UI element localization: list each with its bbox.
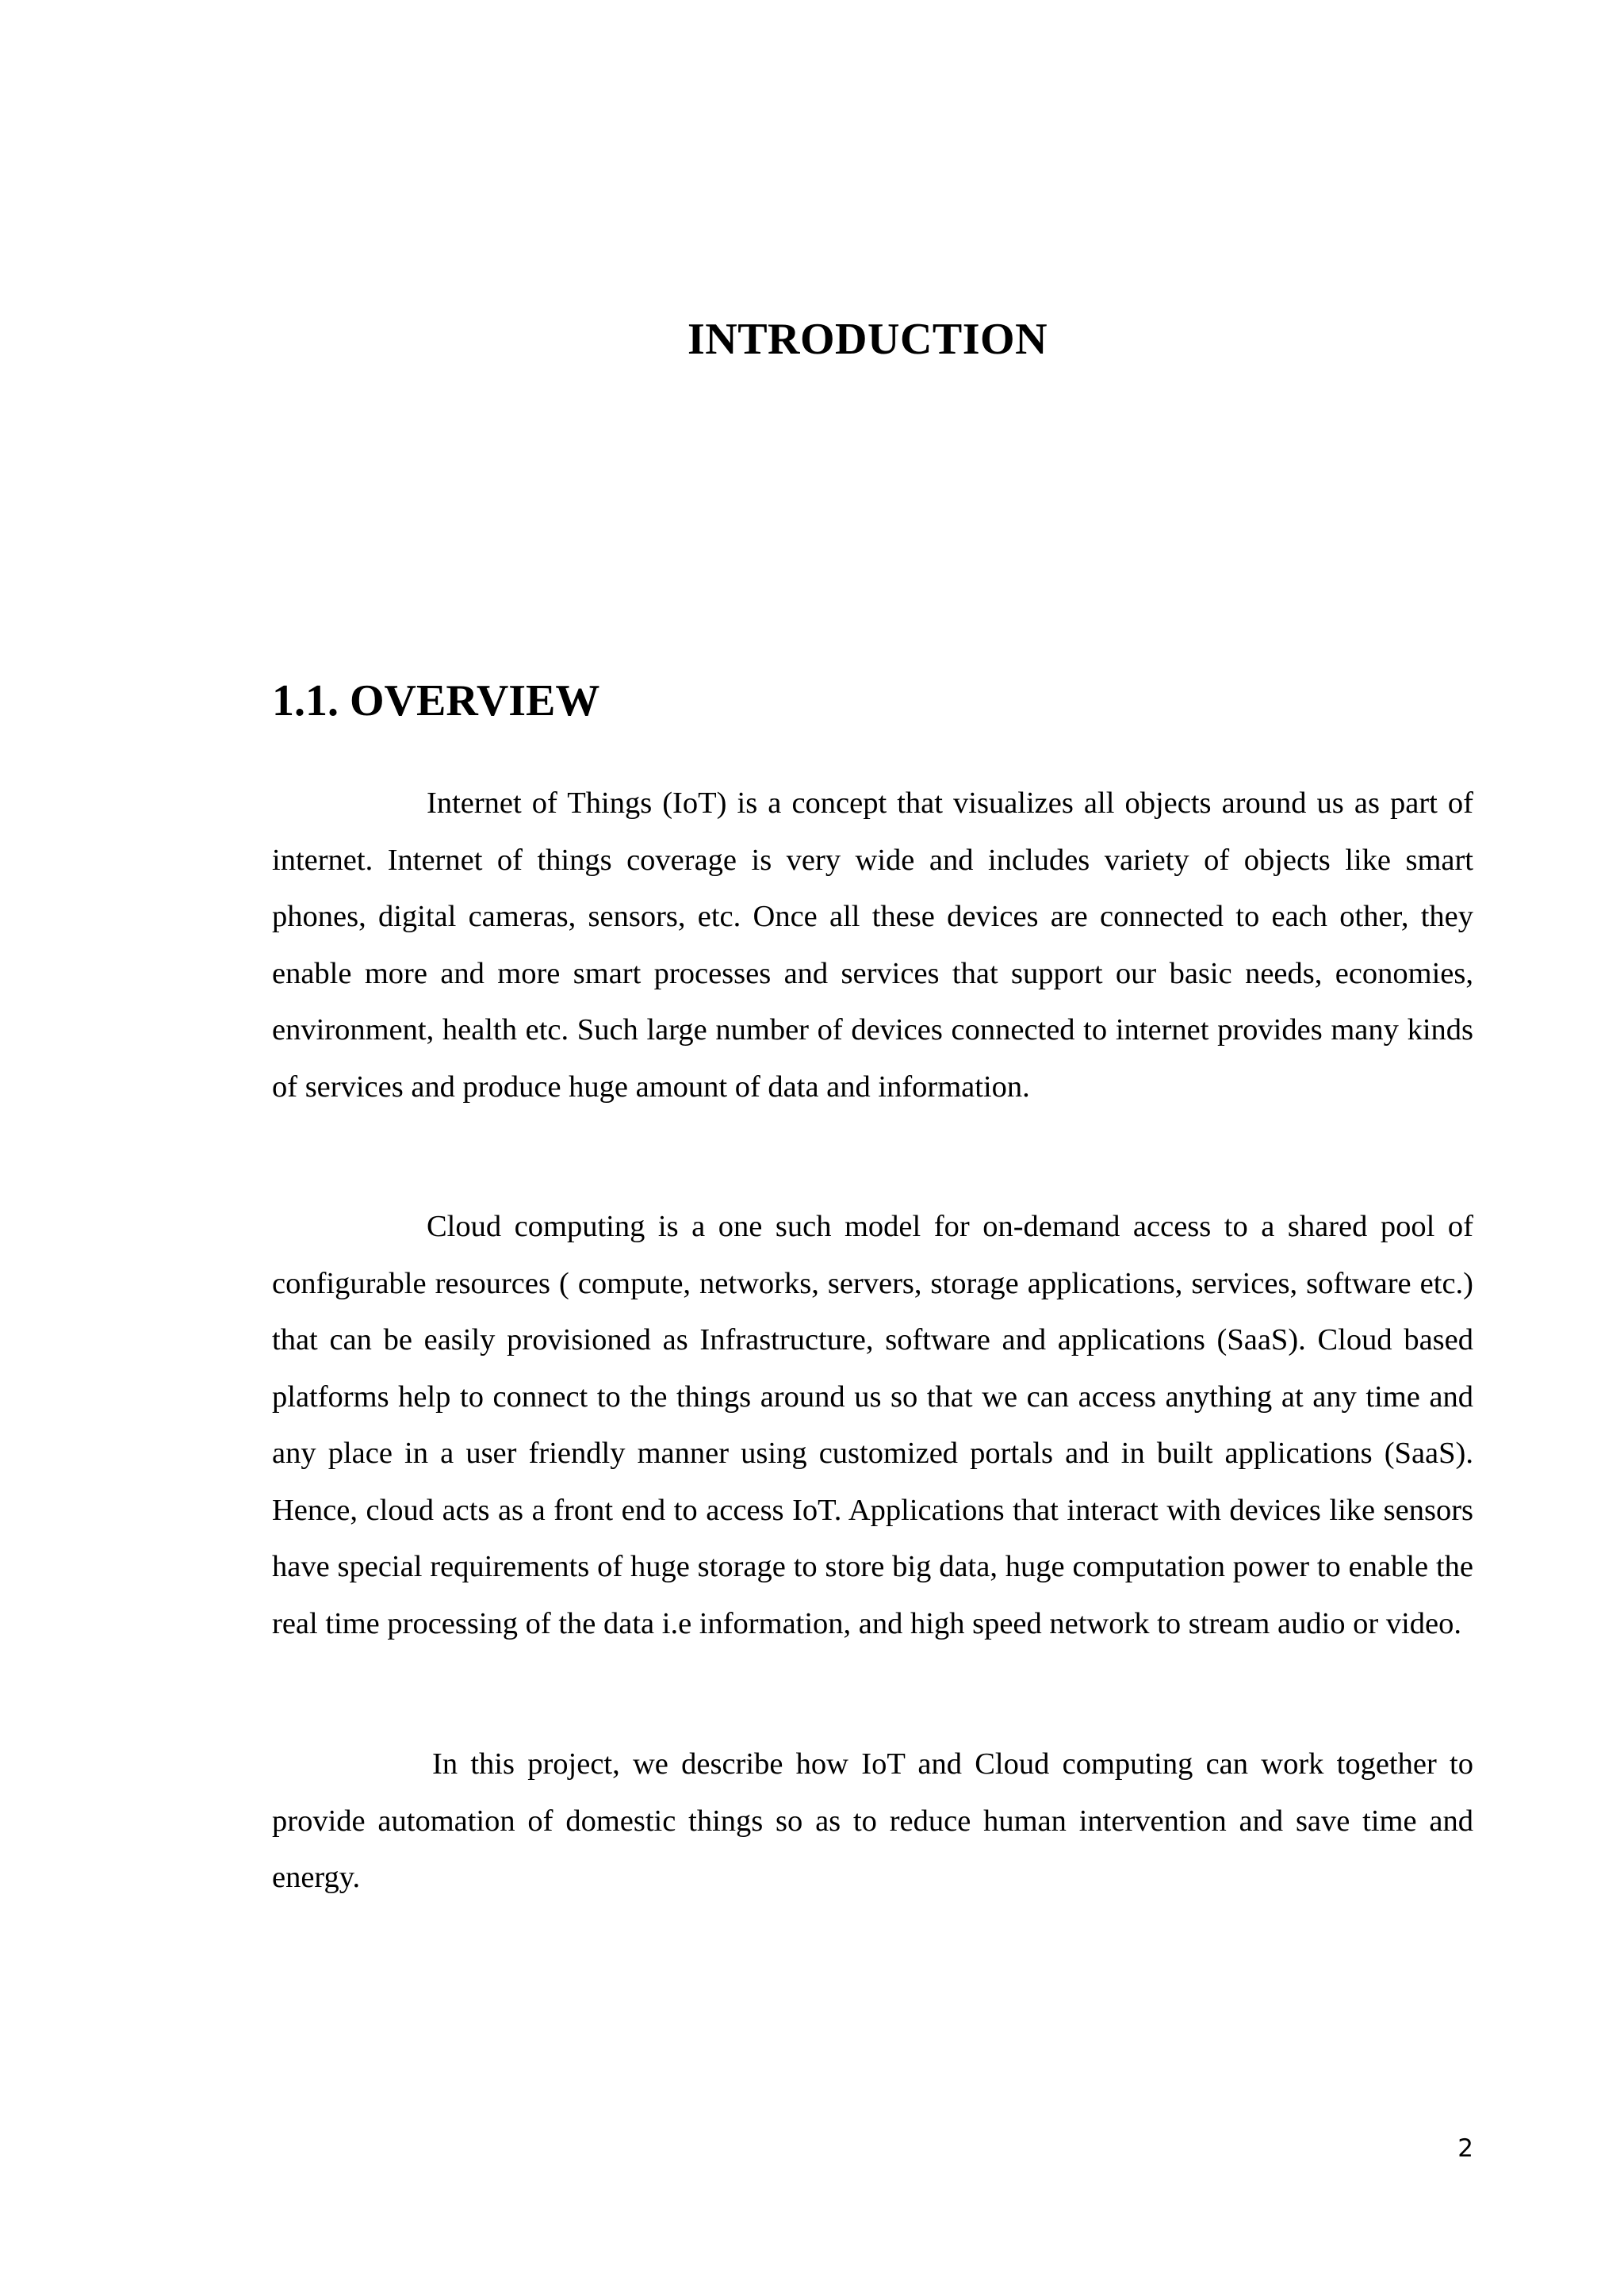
paragraph-project-description: In this project, we describe how IoT and Cloud computing can work together to provide automation of domestic things so as to reduce human intervention and save time and energy. [272, 1747, 1473, 1894]
page-number: 2 [1457, 2134, 1473, 2163]
paragraph-cloud-computing: Cloud computing is a one such model for on-demand access to a shared pool of configurable resources ( compute, networks, servers, storage applications, services, software etc.) that can be easily provisioned as Infrastructure, software and applications (SaaS). Cloud based platforms help to connect to the things around us so that we can access anything at any time and any place in a user friendly manner using customized portals and in built applications (SaaS). Hence, cloud acts as a front end to access IoT. Applications that interact with devices like sensors have special requirements of huge storage to store big data, huge computation power to enable the real time processing of the data i.e information, and high speed network to stream audio or video. [272, 1210, 1473, 1640]
paragraph-iot-concept: Internet of Things (IoT) is a concept that visualizes all objects around us as part of internet. Internet of things coverage is very wide and includes variety of objects like smart phones, digital cameras, sensors, etc. Once all these devices are connected to each other, they enable more and more smart processes and services that support our basic needs, economies, environment, health etc. Such large number of devices connected to internet provides many kinds of services and produce huge amount of data and information. [272, 786, 1473, 1104]
chapter-title: INTRODUCTION [687, 315, 1048, 364]
section-title: 1.1. OVERVIEW [272, 676, 600, 725]
